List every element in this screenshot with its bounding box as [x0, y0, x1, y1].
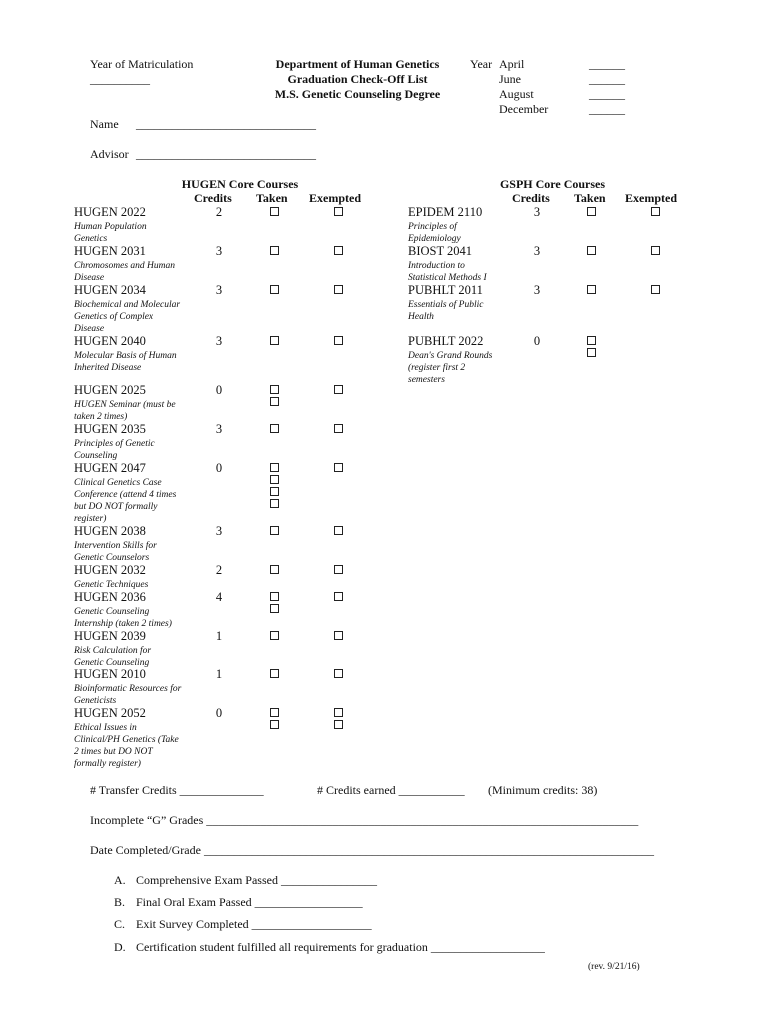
hugen-course-description: Risk Calculation for Genetic Counseling	[74, 646, 152, 668]
taken-checkbox[interactable]	[270, 336, 279, 345]
hugen-course-credits: 0	[215, 461, 223, 475]
minimum-credits-note: (Minimum credits: 38)	[488, 783, 598, 797]
hugen-course-code: HUGEN 2038	[74, 524, 146, 538]
year-option-label: December	[499, 102, 549, 116]
taken-checkbox[interactable]	[270, 246, 279, 255]
gsph-course-code: BIOST 2041	[408, 244, 473, 258]
hugen-course-description: HUGEN Seminar (must be taken 2 times)	[74, 400, 176, 422]
transfer-credits-field[interactable]: # Transfer Credits ______________	[90, 783, 264, 797]
exempted-checkbox[interactable]	[334, 669, 343, 678]
advisor-field[interactable]: ______________________________	[136, 147, 316, 161]
gsph-credits-header: Credits	[512, 191, 550, 205]
taken-checkbox[interactable]	[587, 336, 596, 345]
hugen-course-code: HUGEN 2010	[74, 667, 146, 681]
exempted-checkbox[interactable]	[651, 246, 660, 255]
name-label: Name	[90, 117, 119, 131]
hugen-course-description: Principles of Genetic Counseling	[74, 439, 155, 461]
hugen-course-code: HUGEN 2052	[74, 706, 146, 720]
gsph-taken-header: Taken	[574, 191, 606, 205]
exempted-checkbox[interactable]	[334, 207, 343, 216]
taken-checkbox[interactable]	[270, 565, 279, 574]
exempted-checkbox[interactable]	[334, 708, 343, 717]
exempted-checkbox[interactable]	[334, 592, 343, 601]
hugen-course-code: HUGEN 2025	[74, 383, 146, 397]
hugen-course-code: HUGEN 2036	[74, 590, 146, 604]
gsph-course-credits: 3	[533, 244, 541, 258]
gsph-course-credits: 3	[533, 283, 541, 297]
hugen-taken-header: Taken	[256, 191, 288, 205]
hugen-course-credits: 3	[215, 524, 223, 538]
hugen-course-credits: 3	[215, 334, 223, 348]
hugen-course-credits: 0	[215, 383, 223, 397]
hugen-course-code: HUGEN 2040	[74, 334, 146, 348]
taken-checkbox[interactable]	[587, 348, 596, 357]
exempted-checkbox[interactable]	[334, 720, 343, 729]
taken-checkbox[interactable]	[587, 207, 596, 216]
taken-checkbox[interactable]	[270, 424, 279, 433]
exempted-checkbox[interactable]	[334, 424, 343, 433]
hugen-course-credits: 2	[215, 205, 223, 219]
taken-checkbox[interactable]	[270, 487, 279, 496]
taken-checkbox[interactable]	[270, 604, 279, 613]
taken-checkbox[interactable]	[270, 592, 279, 601]
taken-checkbox[interactable]	[270, 499, 279, 508]
year-option-label: April	[499, 57, 525, 71]
taken-checkbox[interactable]	[270, 385, 279, 394]
gsph-exempted-header: Exempted	[625, 191, 677, 205]
hugen-course-code: HUGEN 2047	[74, 461, 146, 475]
credits-earned-field[interactable]: # Credits earned ___________	[317, 783, 465, 797]
gsph-course-description: Dean's Grand Rounds (register first 2 semesters	[408, 351, 493, 385]
gsph-course-code: PUBHLT 2022	[408, 334, 484, 348]
year-option-label: June	[499, 72, 521, 86]
hugen-section-title: HUGEN Core Courses	[181, 177, 299, 191]
taken-checkbox[interactable]	[270, 708, 279, 717]
exempted-checkbox[interactable]	[334, 565, 343, 574]
hugen-course-credits: 1	[215, 629, 223, 643]
hugen-course-credits: 1	[215, 667, 223, 681]
exempted-checkbox[interactable]	[334, 385, 343, 394]
department-title: Department of Human Genetics	[275, 57, 440, 71]
hugen-course-description: Clinical Genetics Case Conference (attend 4 times but DO NOT formally register)	[74, 478, 177, 524]
hugen-course-description: Bioinformatic Resources for Geneticists	[74, 684, 182, 706]
exempted-checkbox[interactable]	[334, 336, 343, 345]
revision-note: (rev. 9/21/16)	[588, 962, 640, 972]
year-of-matriculation-label: Year of Matriculation	[90, 57, 194, 71]
incomplete-grades-field[interactable]: Incomplete “G” Grades ________________________________________________________________________	[90, 813, 639, 827]
taken-checkbox[interactable]	[270, 720, 279, 729]
exempted-checkbox[interactable]	[334, 285, 343, 294]
hugen-course-description: Molecular Basis of Human Inherited Disease	[74, 351, 177, 373]
taken-checkbox[interactable]	[270, 475, 279, 484]
taken-checkbox[interactable]	[270, 285, 279, 294]
gsph-section-title: GSPH Core Courses	[499, 177, 606, 191]
hugen-course-credits: 2	[215, 563, 223, 577]
taken-checkbox[interactable]	[270, 397, 279, 406]
exempted-checkbox[interactable]	[651, 285, 660, 294]
gsph-course-code: PUBHLT 2011	[408, 283, 483, 297]
checklist-item-letter: D.	[114, 940, 126, 954]
year-option-blank[interactable]: ______	[589, 87, 625, 101]
hugen-course-description: Ethical Issues in Clinical/PH Genetics (Take 2 times but DO NOT formally register)	[74, 723, 179, 769]
date-completed-field[interactable]: Date Completed/Grade ___________________________________________________________________________	[90, 843, 654, 857]
hugen-course-description: Human Population Genetics	[74, 222, 147, 244]
year-option-blank[interactable]: ______	[589, 72, 625, 86]
taken-checkbox[interactable]	[270, 526, 279, 535]
taken-checkbox[interactable]	[587, 246, 596, 255]
hugen-course-credits: 0	[215, 706, 223, 720]
form-subtitle: Graduation Check-Off List	[287, 72, 428, 86]
hugen-exempted-header: Exempted	[309, 191, 361, 205]
hugen-course-code: HUGEN 2022	[74, 205, 146, 219]
year-option-blank[interactable]: ______	[589, 102, 625, 116]
hugen-course-description: Chromosomes and Human Disease	[74, 261, 175, 283]
taken-checkbox[interactable]	[270, 631, 279, 640]
taken-checkbox[interactable]	[270, 463, 279, 472]
year-option-label: August	[499, 87, 534, 101]
gsph-course-description: Principles of Epidemiology	[408, 222, 461, 244]
hugen-course-description: Genetic Counseling Internship (taken 2 times)	[74, 607, 172, 629]
checklist-item-field[interactable]: Final Oral Exam Passed __________________	[136, 895, 363, 909]
exempted-checkbox[interactable]	[334, 526, 343, 535]
hugen-course-credits: 4	[215, 590, 223, 604]
checklist-item-letter: A.	[114, 873, 126, 887]
checklist-item-field[interactable]: Comprehensive Exam Passed ________________	[136, 873, 377, 887]
gsph-course-code: EPIDEM 2110	[408, 205, 483, 219]
taken-checkbox[interactable]	[587, 285, 596, 294]
year-label: Year	[470, 57, 493, 71]
checklist-item-letter: B.	[114, 895, 126, 909]
hugen-course-credits: 3	[215, 283, 223, 297]
exempted-checkbox[interactable]	[334, 631, 343, 640]
year-of-matriculation-field[interactable]: __________	[90, 72, 150, 86]
exempted-checkbox[interactable]	[651, 207, 660, 216]
hugen-course-credits: 3	[215, 244, 223, 258]
hugen-course-code: HUGEN 2032	[74, 563, 146, 577]
gsph-course-description: Essentials of Public Health	[408, 300, 484, 322]
taken-checkbox[interactable]	[270, 207, 279, 216]
hugen-course-description: Genetic Techniques	[74, 580, 149, 590]
checklist-item-letter: C.	[114, 917, 126, 931]
year-option-blank[interactable]: ______	[589, 57, 625, 71]
hugen-course-credits: 3	[215, 422, 223, 436]
hugen-course-description: Biochemical and Molecular Genetics of Complex Disease	[74, 300, 181, 334]
gsph-course-credits: 0	[533, 334, 541, 348]
hugen-course-description: Intervention Skills for Genetic Counselors	[74, 541, 157, 563]
checklist-item-field[interactable]: Certification student fulfilled all requirements for graduation ___________________	[136, 940, 545, 954]
exempted-checkbox[interactable]	[334, 463, 343, 472]
checklist-item-field[interactable]: Exit Survey Completed ____________________	[136, 917, 372, 931]
name-field[interactable]: ______________________________	[136, 117, 316, 131]
hugen-course-code: HUGEN 2031	[74, 244, 146, 258]
hugen-course-code: HUGEN 2035	[74, 422, 146, 436]
hugen-course-code: HUGEN 2039	[74, 629, 146, 643]
gsph-course-credits: 3	[533, 205, 541, 219]
advisor-label: Advisor	[90, 147, 129, 161]
hugen-credits-header: Credits	[194, 191, 232, 205]
taken-checkbox[interactable]	[270, 669, 279, 678]
gsph-course-description: Introduction to Statistical Methods I	[408, 261, 487, 283]
exempted-checkbox[interactable]	[334, 246, 343, 255]
hugen-course-code: HUGEN 2034	[74, 283, 146, 297]
degree-title: M.S. Genetic Counseling Degree	[274, 87, 441, 101]
